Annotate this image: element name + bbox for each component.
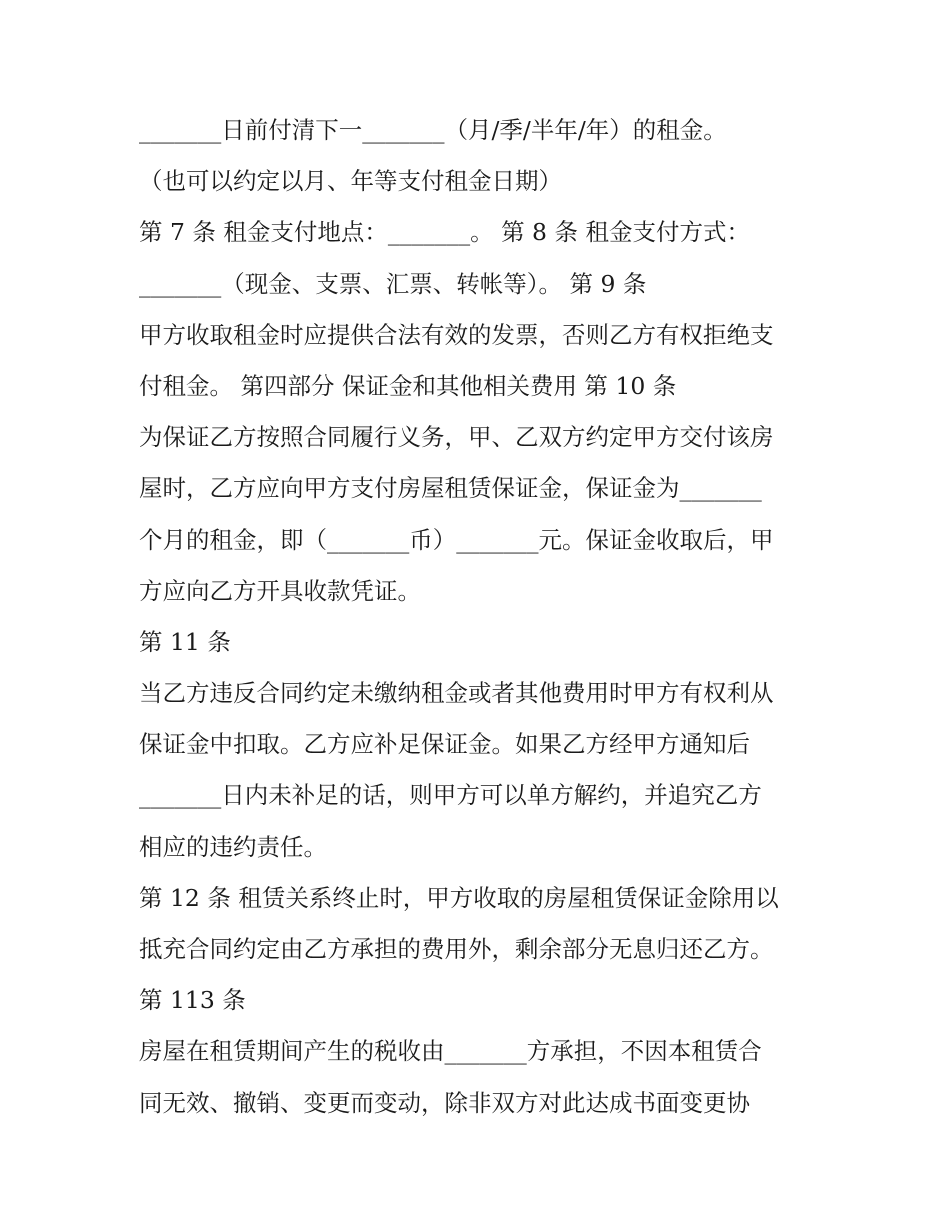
text-line: 当乙方违反合同约定未缴纳租金或者其他费用时甲方有权利从 <box>139 679 774 708</box>
text-line: （也可以约定以月、年等支付租金日期） <box>139 167 562 196</box>
text-line: 房屋在租赁期间产生的税收由_______方承担，不因本租赁合 <box>139 1037 762 1066</box>
text-line: 相应的违约责任。 <box>139 832 327 861</box>
text-line: 第 12 条 租赁关系终止时，甲方收取的房屋租赁保证金除用以 <box>139 883 779 912</box>
text-line: 第 7 条 租金支付地点：_______。 第 8 条 租金支付方式： <box>139 218 750 247</box>
text-line: 个月的租金，即（_______币）_______元。保证金收取后，甲 <box>139 525 774 554</box>
text-line: _______（现金、支票、汇票、转帐等）。 第 9 条 <box>139 269 647 298</box>
text-line: 甲方收取租金时应提供合法有效的发票，否则乙方有权拒绝支 <box>139 320 774 349</box>
article-heading: 第 113 条 <box>139 986 246 1015</box>
text-line: 保证金中扣取。乙方应补足保证金。如果乙方经甲方通知后 <box>139 730 750 759</box>
article-heading: 第 11 条 <box>139 627 231 656</box>
text-line: _______日内未补足的话，则甲方可以单方解约，并追究乙方 <box>139 781 762 810</box>
text-line: 方应向乙方开具收款凭证。 <box>139 576 421 605</box>
text-line: _______日前付清下一_______（月/季/半年/年）的租金。 <box>139 116 727 144</box>
text-line: 付租金。 第四部分 保证金和其他相关费用 第 10 条 <box>139 371 677 400</box>
text-line: 同无效、撤销、变更而变动，除非双方对此达成书面变更协 <box>139 1088 750 1117</box>
text-line: 屋时，乙方应向甲方支付房屋租赁保证金，保证金为_______ <box>139 474 762 503</box>
text-line: 为保证乙方按照合同履行义务，甲、乙双方约定甲方交付该房 <box>139 423 774 452</box>
text-line: 抵充合同约定由乙方承担的费用外，剩余部分无息归还乙方。 <box>139 935 774 963</box>
document-body <box>139 108 829 1132</box>
